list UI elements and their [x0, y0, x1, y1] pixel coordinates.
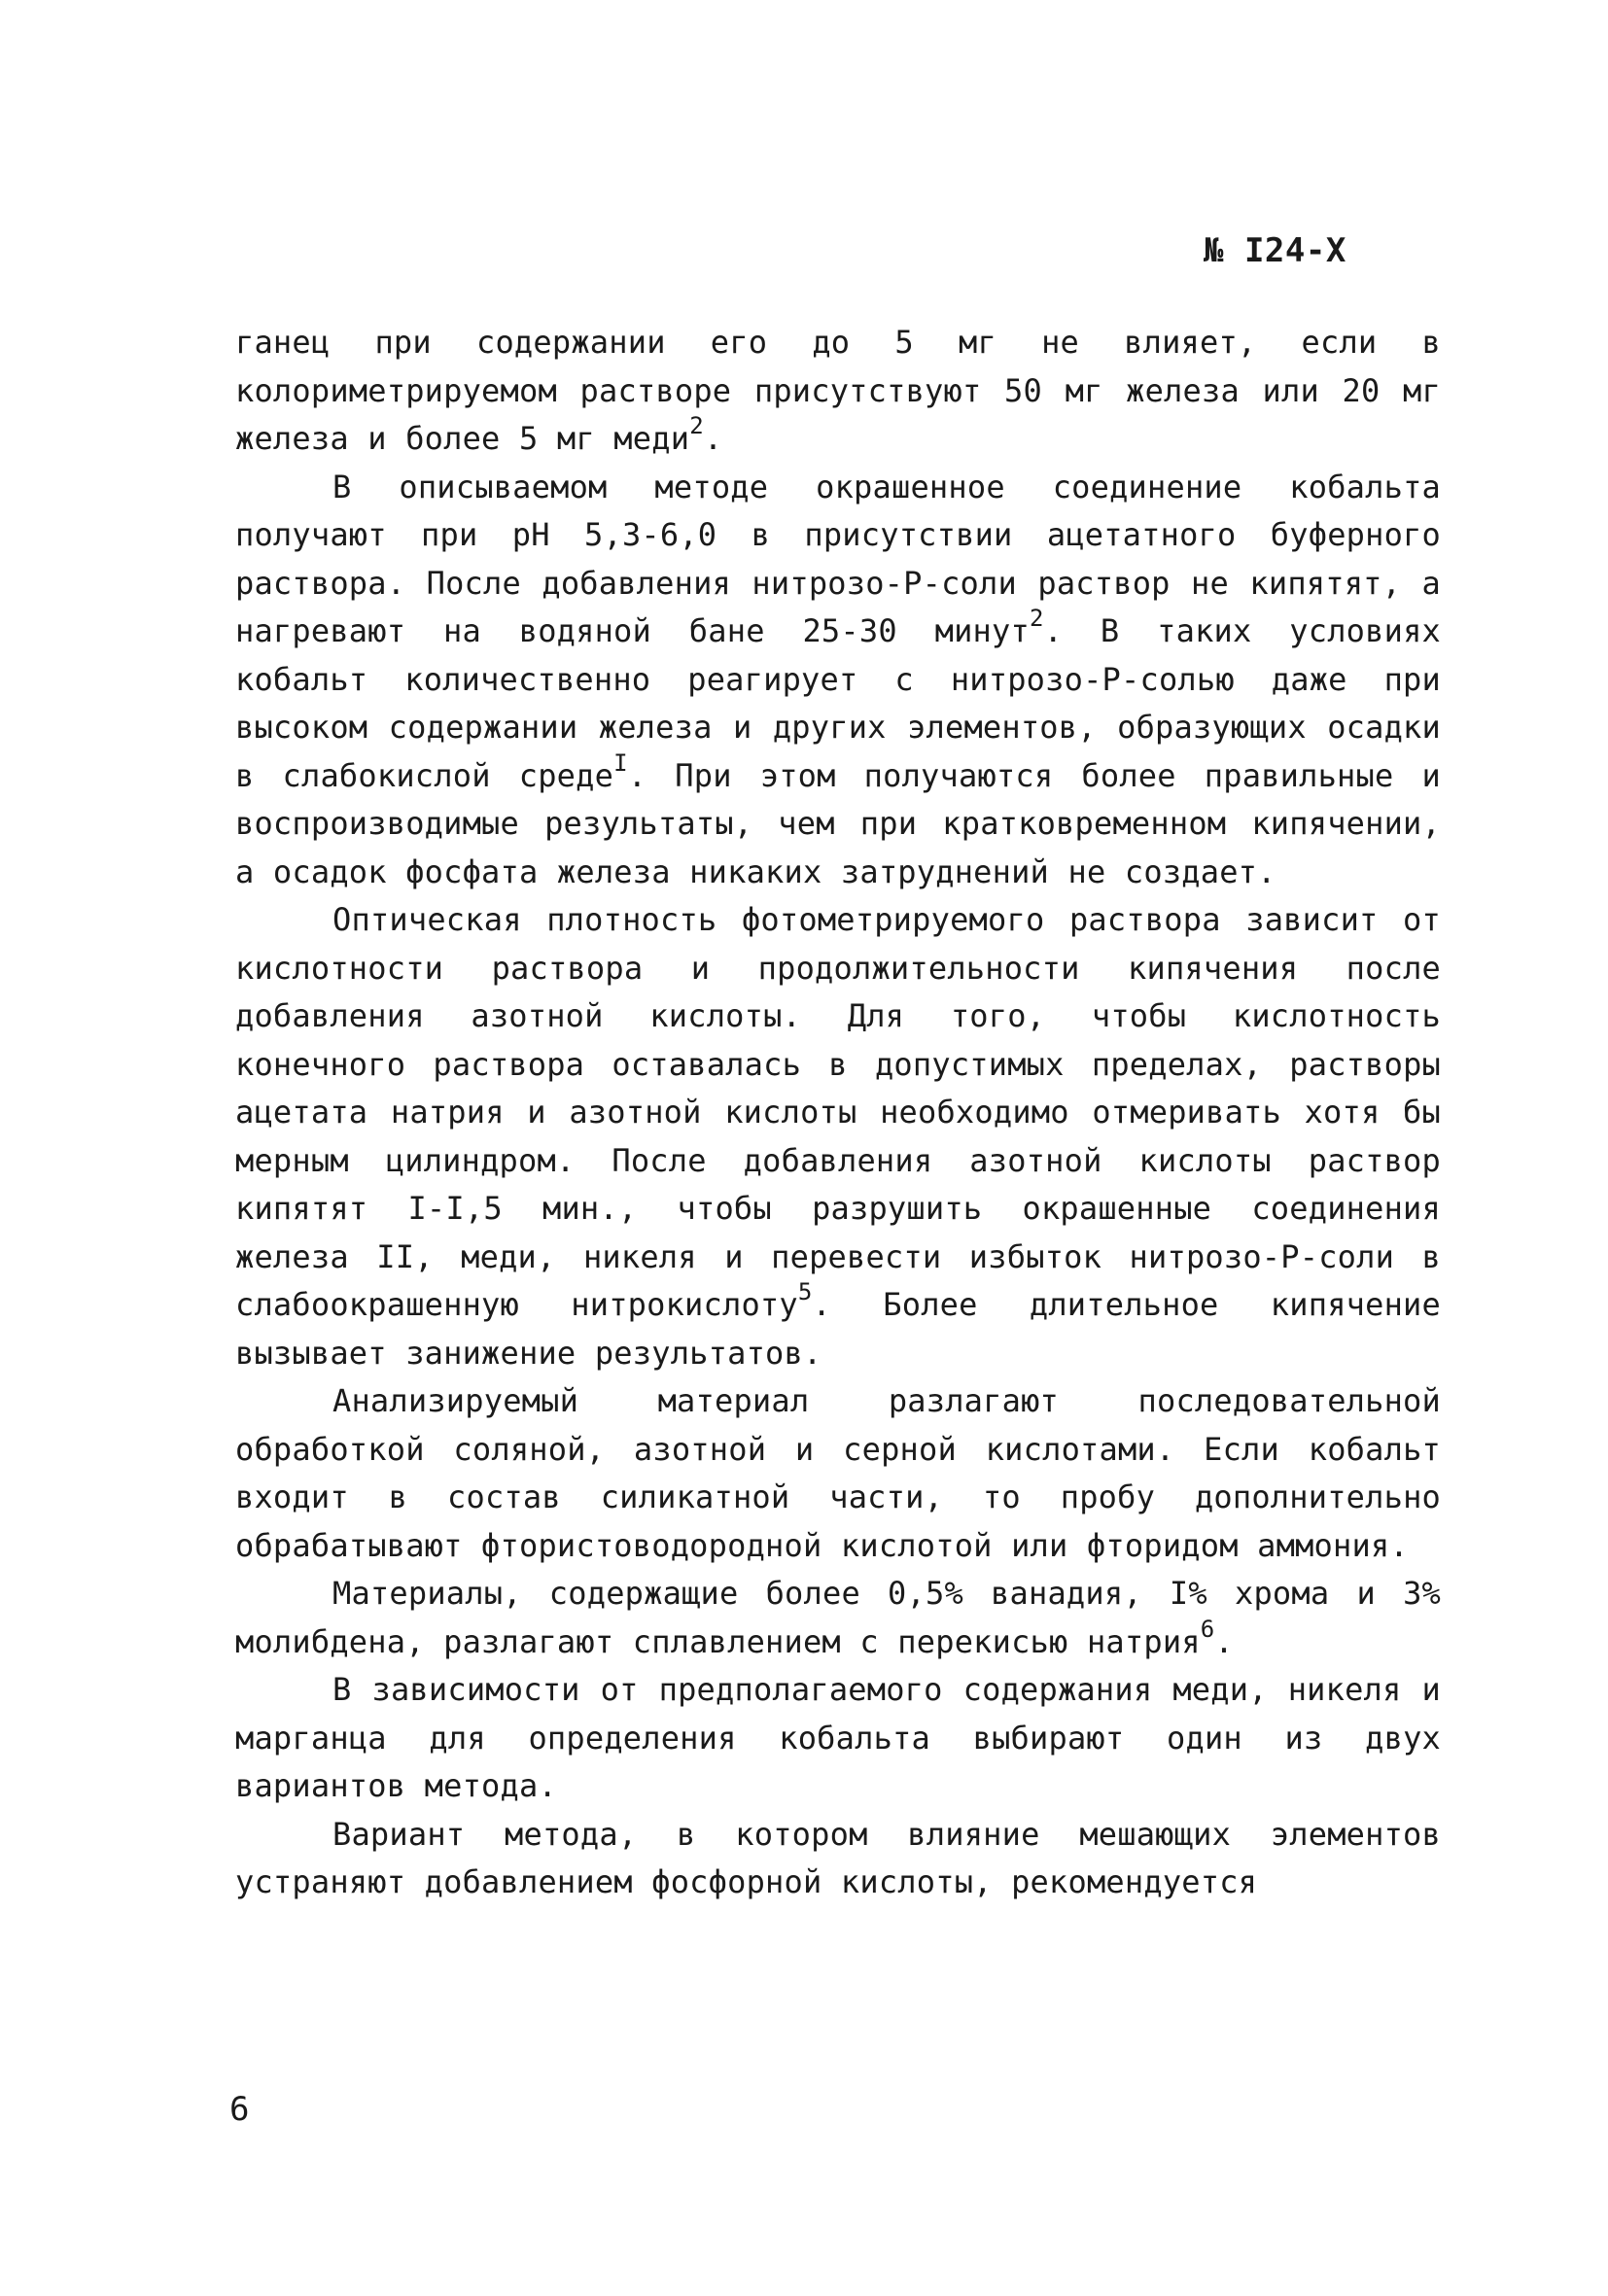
document-number: № I24-X	[1204, 231, 1346, 270]
paragraph-sample-decomposition	[235, 1377, 1441, 1570]
paragraph-text: Материалы, содержащие более 0,5% ванадия, I% хрома и 3% молибдена, разлагают сплавлением с перекисью натрия	[235, 1575, 1441, 1660]
body-text	[235, 319, 1441, 1907]
paragraph-optical-density	[235, 896, 1441, 1377]
paragraph-text: В описываемом методе окрашенное соединение кобальта получают при pH 5,3-6,0 в присутствии ацетатного буферного раствора. После добавления нитрозо-Р-соли раствор не кипятят, а нагревают на водяной бане 25-30 минут	[235, 468, 1441, 649]
reference-marker: I	[613, 748, 628, 777]
reference-marker: 2	[1029, 605, 1044, 633]
paragraph-phosphoric-variant	[235, 1811, 1441, 1907]
page-number: 6	[229, 2090, 250, 2129]
paragraph-text: ганец при содержании его до 5 мг не влияет, если в колориметрируемом растворе присутствуют 50 мг железа или 20 мг железа и более 5 мг меди	[235, 324, 1441, 457]
paragraph-variants	[235, 1666, 1441, 1811]
paragraph-tail: . В таких условиях кобальт количественно реагирует с нитрозо-Р-солью даже при высоком содержании железа и других элементов, образующих осадки в слабокислой среде	[235, 612, 1441, 794]
paragraph-text: Анализируемый материал разлагают последовательной обработкой соляной, азотной и серной кислотами. Если кобальт входит в состав силикатной части, то пробу дополнительно обрабатывают фтористоводородной кислотой или фторидом аммония.	[235, 1382, 1441, 1564]
paragraph-continuation	[235, 319, 1441, 464]
paragraph-fusion	[235, 1570, 1441, 1666]
paragraph-tail: . При этом получаются более правильные и воспроизводимые результаты, чем при кратковременном кипячении, а осадок фосфата железа никаких затруднений не создает.	[235, 756, 1441, 890]
paragraph-tail: .	[703, 420, 723, 457]
reference-marker: 5	[797, 1278, 813, 1306]
paragraph-method-description	[235, 464, 1441, 897]
reference-marker: 6	[1200, 1615, 1215, 1643]
paragraph-tail: . Более длительное кипячение вызывает занижение результатов.	[235, 1286, 1441, 1372]
paragraph-text: Оптическая плотность фотометрируемого раствора зависит от кислотности раствора и продолжительности кипячения после добавления азотной кислоты. Для того, чтобы кислотность конечного раствора оставалась в допустимых пределах, растворы ацетата натрия и азотной кислоты необходимо отмеривать хотя бы мерным цилиндром. После добавления азотной кислоты раствор кипятят I-I,5 мин., чтобы разрушить окрашенные соединения железа II, меди, никеля и перевести избыток нитрозо-Р-соли в слабоокрашенную нитрокислоту	[235, 901, 1441, 1323]
reference-marker: 2	[689, 412, 704, 440]
paragraph-text: Вариант метода, в котором влияние мешающих элементов устраняют добавлением фосфорной кислоты, рекомендуется	[235, 1815, 1441, 1900]
paragraph-tail: .	[1214, 1622, 1234, 1660]
paragraph-text: В зависимости от предполагаемого содержания меди, никеля и марганца для определения кобальта выбирают один из двух вариантов метода.	[235, 1671, 1441, 1804]
